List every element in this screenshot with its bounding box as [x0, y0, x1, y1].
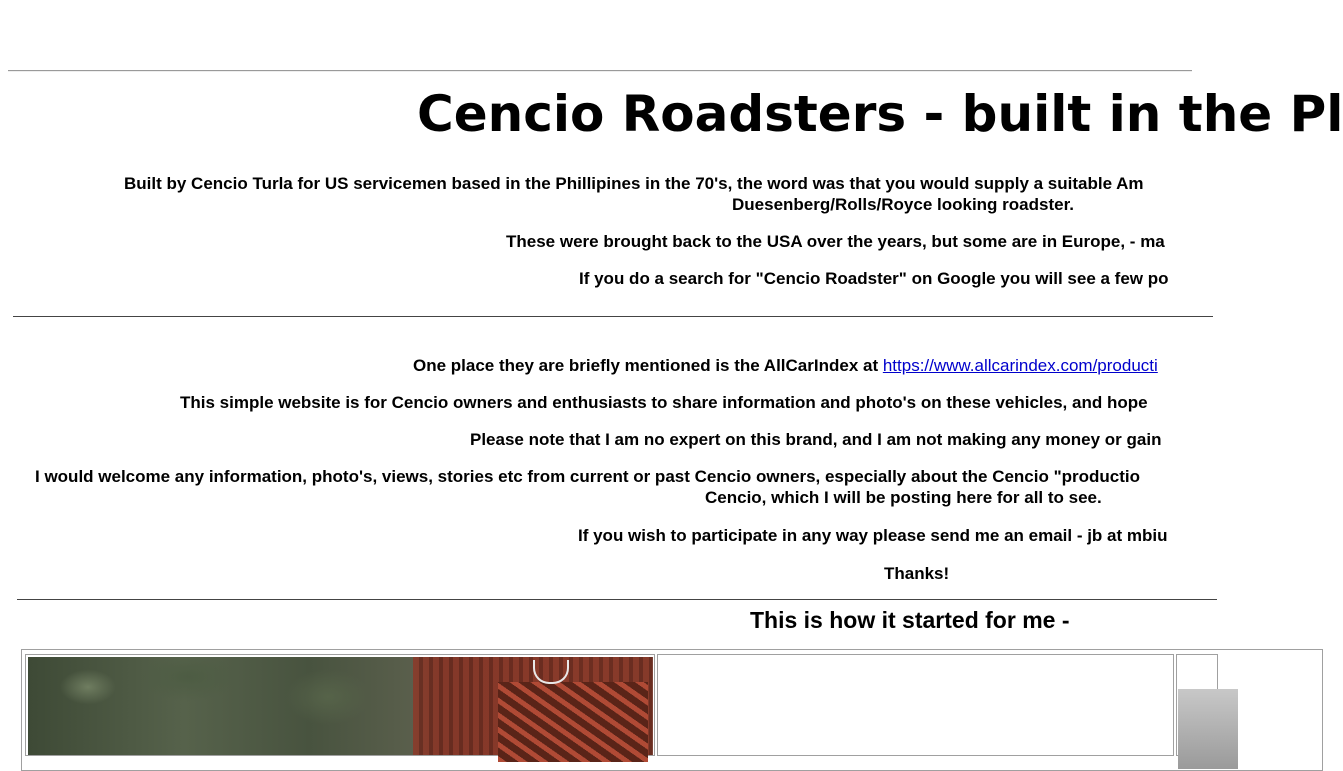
page-title: Cencio Roadsters - built in the Pl: [417, 85, 1343, 143]
photo-cell-3: [1176, 654, 1218, 756]
photo-cell-2: [657, 654, 1174, 756]
roadster-photo-1[interactable]: [28, 657, 652, 755]
intro-line-1-cont: Duesenberg/Rolls/Royce looking roadster.: [732, 195, 1074, 214]
roadster-photo-3[interactable]: [1178, 689, 1238, 769]
allcarindex-link[interactable]: https://www.allcarindex.com/producti: [882, 356, 1158, 375]
welcome-line: I would welcome any information, photo's, views, stories etc from current or past Cencio owners, especially about the Cencio "productio: [35, 467, 1141, 486]
top-divider: [8, 70, 1192, 72]
intro-line-1: Built by Cencio Turla for US servicemen based in the Phillipines in the 70's, the word was that you would supply a suitable Am: [124, 174, 1144, 193]
welcome-line-cont: Cencio, which I will be posting here for all to see.: [705, 488, 1102, 507]
photo-stairs-shape: [498, 682, 648, 762]
email-line: If you wish to participate in any way please send me an email - jb at mbiu: [578, 526, 1168, 545]
photo-cell-1: [25, 654, 655, 756]
website-purpose-line: This simple website is for Cencio owners and enthusiasts to share information and photo's on these vehicles, and hope: [180, 393, 1148, 412]
middle-divider: [13, 316, 1213, 317]
allcarindex-line: [413, 355, 1158, 376]
section-heading: This is how it started for me -: [750, 607, 1070, 633]
allcarindex-text: One place they are briefly mentioned is the AllCarIndex at: [413, 356, 883, 375]
intro-line-3: If you do a search for "Cencio Roadster" on Google you will see a few po: [579, 269, 1169, 288]
disclaimer-line: Please note that I am no expert on this brand, and I am not making any money or gain: [470, 430, 1162, 449]
bottom-divider: [17, 599, 1217, 600]
thanks-text: Thanks!: [884, 564, 950, 583]
intro-line-2: These were brought back to the USA over the years, but some are in Europe, - ma: [506, 232, 1165, 251]
